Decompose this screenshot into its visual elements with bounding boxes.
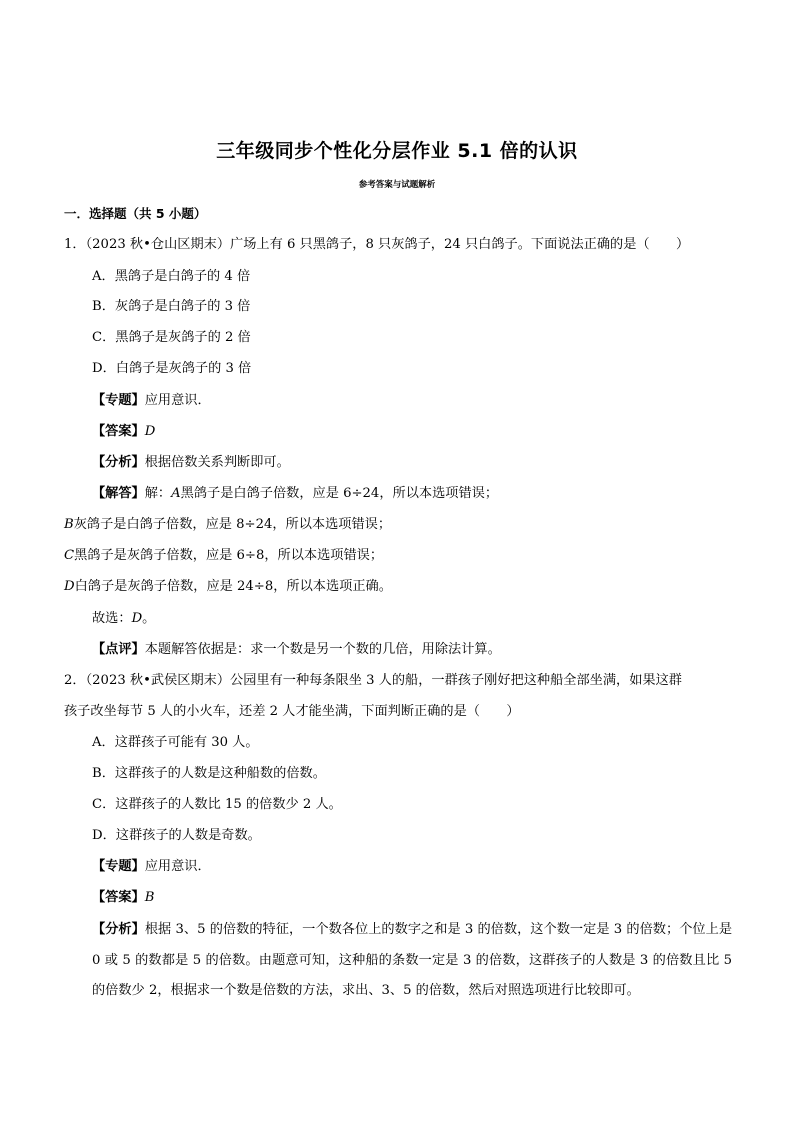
q2-stem-line1: 2．（2023 秋•武侯区期末）公园里有一种每条限坐 3 人的船，一群孩子刚好把这种船全部坐满，如果这群: [64, 673, 682, 688]
q2-stem-line2: 孩子改坐每节 5 人的小火车，还差 2 人才能坐满，下面判断正确的是（ ）: [64, 704, 520, 719]
q1-s2-letter: B: [64, 517, 74, 532]
q2-topic-text: 应用意识．: [144, 859, 211, 874]
section-heading: 一．选择题（共 5 小题）: [64, 206, 207, 221]
q1-topic: [92, 392, 211, 410]
q2-analysis: [92, 915, 732, 1007]
q1-topic-tag: 【专题】: [92, 393, 145, 408]
q1-s3-letter: C: [64, 548, 75, 563]
q1-solution-tag: 【解答】: [92, 486, 145, 501]
q1-answer-text: D: [144, 424, 156, 439]
q1-answer-tag: 【答案】: [92, 424, 145, 439]
page-subtitle: 参考答案与试题解析: [358, 180, 436, 190]
q2-analysis-text: 根据 3、5 的倍数的特征，一个数各位上的数字之和是 3 的倍数，这个数一定是 3 的倍数；个位上是 0 或 5 的数都是 5 的倍数。由题意可知，这种船的条数一定是 3 的倍数，这群孩子的人数是 3 的倍数且比 5 的倍数少 2，根据求一个数是倍数的方法，求出、3、5 的倍数，然后对照选项进行比较即可。: [92, 922, 733, 998]
q1-choose-lead: 故选：: [92, 611, 132, 626]
q1-choose: [92, 610, 155, 628]
q1-option-d: D．白鸽子是灰鸽子的 3 倍: [92, 361, 252, 376]
q1-analysis-text: 根据倍数关系判断即可。: [144, 455, 290, 470]
q1-analysis: [92, 454, 290, 472]
q2-answer-tag: 【答案】: [92, 890, 145, 905]
q2-topic: [92, 858, 211, 876]
q1-s4-letter: D: [64, 579, 75, 594]
q2-option-b: B．这群孩子的人数是这种船数的倍数。: [92, 766, 326, 781]
q2-topic-tag: 【专题】: [92, 859, 145, 874]
q1-option-c: C．黑鸽子是灰鸽子的 2 倍: [92, 330, 251, 345]
q2-answer: [92, 889, 154, 907]
q1-topic-text: 应用意识．: [144, 393, 211, 408]
q1-choose-end: 。: [142, 611, 156, 626]
q1-s1-letter: A: [171, 486, 181, 501]
q1-answer: [92, 423, 155, 441]
q1-analysis-tag: 【分析】: [92, 455, 145, 470]
q1-s4-text: 白鸽子是灰鸽子倍数，应是 24÷8，所以本选项正确。: [74, 579, 392, 594]
q2-answer-text: B: [144, 890, 155, 905]
q1-stem: 1．（2023 秋•仓山区期末）广场上有 6 只黑鸽子，8 只灰鸽子，24 只白鸽子。下面说法正确的是（ ）: [64, 237, 690, 252]
q1-s3-text: 黑鸽子是灰鸽子倍数，应是 6÷8，所以本选项错误；: [74, 548, 384, 563]
q1-comment-tag: 【点评】: [92, 642, 145, 657]
q1-option-b: B．灰鸽子是白鸽子的 3 倍: [92, 299, 251, 314]
q1-comment-text: 本题解答依据是：求一个数是另一个数的几倍，用除法计算。: [144, 642, 501, 657]
q1-s2-text: 灰鸽子是白鸽子倍数，应是 8÷24，所以本选项错误；: [73, 517, 392, 532]
q1-solution-b: [64, 516, 391, 534]
q1-solution-d: [64, 578, 392, 596]
q1-choose-letter: D: [131, 611, 143, 626]
q1-option-a: A．黑鸽子是白鸽子的 4 倍: [92, 269, 251, 284]
q1-solution-c: [64, 547, 383, 565]
q2-analysis-tag: 【分析】: [92, 922, 145, 937]
q2-option-d: D．这群孩子的人数是奇数。: [92, 828, 261, 843]
q1-solution: [92, 485, 498, 503]
q1-comment: [92, 641, 501, 659]
page-title: 三年级同步个性化分层作业 5.1 倍的认识: [216, 140, 578, 162]
q2-option-c: C．这群孩子的人数比 15 的倍数少 2 人。: [92, 797, 342, 812]
q1-solution-lead: 解：: [144, 486, 172, 501]
q2-option-a: A．这群孩子可能有 30 人。: [92, 735, 259, 750]
q1-s1-text: 黑鸽子是白鸽子倍数，应是 6÷24，所以本选项错误；: [180, 486, 499, 501]
